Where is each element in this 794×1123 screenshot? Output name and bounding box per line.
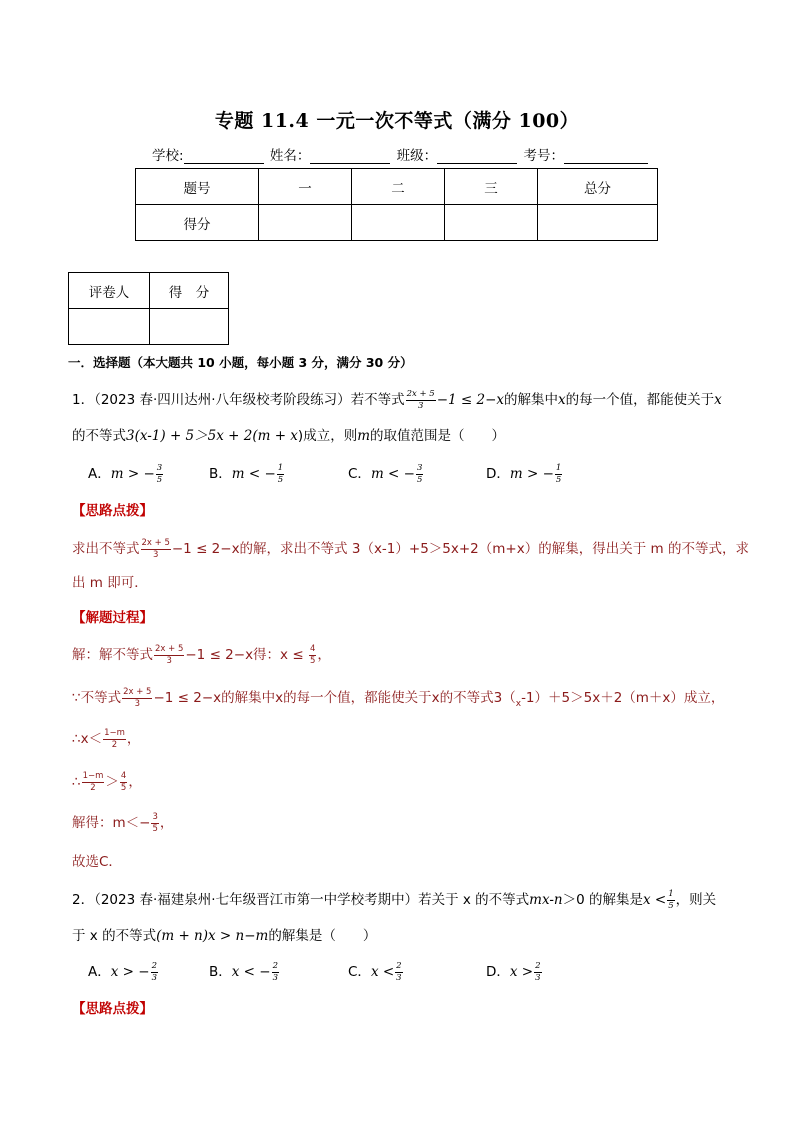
q1-text: 的每一个值，都能使关于 [565,392,715,408]
score-header-cell: 题号 [136,169,259,205]
option-math: m > − [509,466,554,482]
section-heading: 一．选择题（本大题共 10 小题，每小题 3 分，满分 30 分） [68,355,413,370]
q1-option-c[interactable] [348,462,424,484]
fraction [141,539,171,559]
exam-no-label: 考号： [523,148,564,164]
fraction-den: 3 [535,972,541,983]
score-header-cell: 三 [445,169,538,205]
var-m: m [357,428,371,444]
q1-hint-line1 [72,537,749,559]
q2-option-a[interactable] [88,960,159,982]
score-table [135,168,658,241]
fraction [416,464,423,484]
score-cell [259,205,352,241]
fraction [406,390,436,410]
q1-math: + 2( [223,428,258,444]
fraction-num: 2x + 5 [406,389,435,399]
school-label: 学校: [152,148,184,164]
option-math: x > − [110,964,150,980]
solution-text: ， [128,774,142,790]
q2-stem-line2 [72,924,376,944]
fraction-num: 1−m [82,771,104,781]
student-info-line [152,144,650,164]
option-letter: A． [88,964,111,980]
exam-no-blank [564,149,648,164]
q2-text: 2．（2023 春·福建泉州·七年级晋江市第一中学校考期中）若关于 x 的不等式 [72,892,530,908]
q1-hint-tag: 【思路点拨】 [72,503,153,519]
q2-option-b[interactable] [209,960,280,982]
fraction-num: 1 [277,463,284,473]
fraction [103,729,126,749]
grader-header: 评卷人 [69,273,150,309]
q1-stem-line1 [72,388,722,410]
solution-text: ∴ [72,774,81,790]
fraction [151,962,158,982]
q2-text: 于 x 的不等式 [72,928,157,944]
class-label: 班级： [396,148,438,164]
fraction [272,962,279,982]
fraction-num: 2 [396,961,402,971]
q1-solution-line3 [72,727,140,749]
q1-stem-line2 [72,424,505,444]
q1-math: m + x [257,428,298,444]
fraction-num: 3 [152,812,158,822]
fraction-den: 3 [396,972,402,983]
fraction-num: 1 [668,889,674,899]
option-letter: D． [486,466,510,482]
fraction [82,772,105,792]
grader-score-header: 得 分 [150,273,229,309]
school-blank [184,149,264,164]
fraction-num: 2x + 5 [155,644,184,654]
fraction [555,464,562,484]
option-math: m < − [370,466,415,482]
option-letter: C． [348,964,371,980]
fraction [534,962,541,982]
option-math: x > [509,964,534,980]
option-math: m < − [231,466,276,482]
fraction-den: 5 [156,474,163,485]
name-label: 姓名： [269,148,311,164]
fraction-den: 3 [151,972,157,983]
solution-text: ∴x＜ [72,731,103,747]
option-math: x < − [231,964,271,980]
fraction-num: 2 [535,961,541,971]
solution-text: 解得：m＜− [72,815,151,831]
fraction-den: 3 [134,698,140,709]
grader-score-cell [150,309,229,345]
score-header-cell: 二 [352,169,445,205]
q1-math: + 5＞5 [165,428,217,444]
grader-table [68,272,229,345]
fraction [122,688,152,708]
fraction-num: 1 [555,463,562,473]
q1-text: 的解集中 [504,392,559,408]
q1-solution-line5 [72,811,173,833]
option-letter: B． [209,466,232,482]
fraction [120,772,127,792]
q1-option-a[interactable] [88,462,164,484]
var-x: x [558,392,566,408]
q1-option-d[interactable] [486,462,563,484]
q1-solution-line4 [72,770,142,792]
fraction-num: 4 [309,644,316,654]
fraction-den: 2 [111,739,118,750]
fraction-num: 2x + 5 [141,538,170,548]
fraction-num: 2 [272,961,279,971]
fraction [156,464,163,484]
solution-sub: x [515,699,522,709]
option-letter: C． [348,466,371,482]
q1-solution-line2 [72,686,724,709]
grader-cell [69,309,150,345]
fraction-den: 5 [668,900,674,911]
fraction-den: 5 [416,474,423,485]
fraction-num: 2x + 5 [123,687,152,697]
fraction-den: 3 [152,549,159,560]
fraction-num: 2 [151,961,157,971]
option-math: m > − [110,466,155,482]
q1-option-b[interactable] [209,462,285,484]
score-cell [445,205,538,241]
option-letter: D． [486,964,510,980]
fraction-num: 1−m [104,728,125,738]
option-letter: A． [88,466,111,482]
fraction-den: 3 [272,972,279,983]
q2-math: mx-n [529,892,563,908]
fraction [395,962,402,982]
solution-text: −1 ≤ 2−x的解集中x的每一个值，都能使关于x的不等式3（ [153,690,516,706]
q2-text: ，则关 [675,892,717,908]
q2-math: x < [642,892,667,908]
q1-text: −1 ≤ 2− [436,392,497,408]
solution-text: -1）＋5＞5x＋2（m＋x）成立， [521,690,725,706]
q1-text: 的取值范围是（ ） [370,428,506,444]
q2-text: ＞0 的解集是 [562,892,643,908]
q1-text: 的不等式 [72,428,126,444]
fraction-den: 2 [90,782,96,793]
fraction-num: 4 [120,771,127,781]
hint-text: 求出不等式 [72,541,140,557]
document-title: 专题 11.4 一元一次不等式（满分 100） [214,110,580,132]
score-table-value-row [136,205,658,241]
score-cell [538,205,658,241]
q2-option-d[interactable] [486,960,543,982]
fraction-den: 5 [555,474,562,485]
solution-text: −1 ≤ 2−x得：x ≤ [185,647,308,663]
q1-text: 1．（2023 春·四川达州·八年级校考阶段练习）若不等式 [72,392,405,408]
fraction-den: 5 [152,823,158,834]
solution-text: ， [317,647,331,663]
q1-solution-tag: 【解题过程】 [72,610,153,626]
q2-stem-line1 [72,888,716,910]
option-math: x < [370,964,395,980]
score-header-cell: 一 [259,169,352,205]
score-header-cell: 总分 [538,169,658,205]
solution-text: 解：解不等式 [72,647,153,663]
fraction-den: 3 [417,400,424,411]
q2-math: (m + n)x > n−m [156,928,269,944]
q1-solution-line6: 故选C． [72,854,122,870]
solution-text: ＞ [105,774,119,790]
fraction [154,645,184,665]
option-letter: B． [209,964,232,980]
fraction-num: 3 [156,463,163,473]
hint-text: −1 ≤ 2−x的解，求出不等式 3（x-1）+5＞5x+2（m+x）的解集，得出关于 m 的不等式，求 [171,541,749,557]
score-cell [352,205,445,241]
q1-solution-line1 [72,643,331,665]
q2-hint-tag: 【思路点拨】 [72,1001,153,1017]
fraction [151,813,158,833]
q1-math: 3(x-1) [126,428,166,444]
score-row-label: 得分 [136,205,259,241]
fraction-den: 5 [309,655,316,666]
q1-text: )成立，则 [297,428,358,444]
solution-text: ∵不等式 [72,690,122,706]
fraction-den: 3 [166,655,172,666]
var-x: x [216,428,224,444]
fraction [667,890,674,910]
q2-text: 的解集是（ ） [268,928,377,944]
fraction-den: 5 [277,474,284,485]
score-table-header-row [136,169,658,205]
var-x: x [714,392,722,408]
fraction [277,464,284,484]
solution-text: ， [159,815,174,831]
fraction-num: 3 [416,463,423,473]
var-x: x [496,392,505,408]
q1-hint-line2: 出 m 即可． [72,575,148,591]
name-blank [310,149,390,164]
class-blank [437,149,517,164]
fraction [309,645,316,665]
fraction-den: 5 [120,782,127,793]
solution-text: ， [126,731,141,747]
q2-option-c[interactable] [348,960,404,982]
